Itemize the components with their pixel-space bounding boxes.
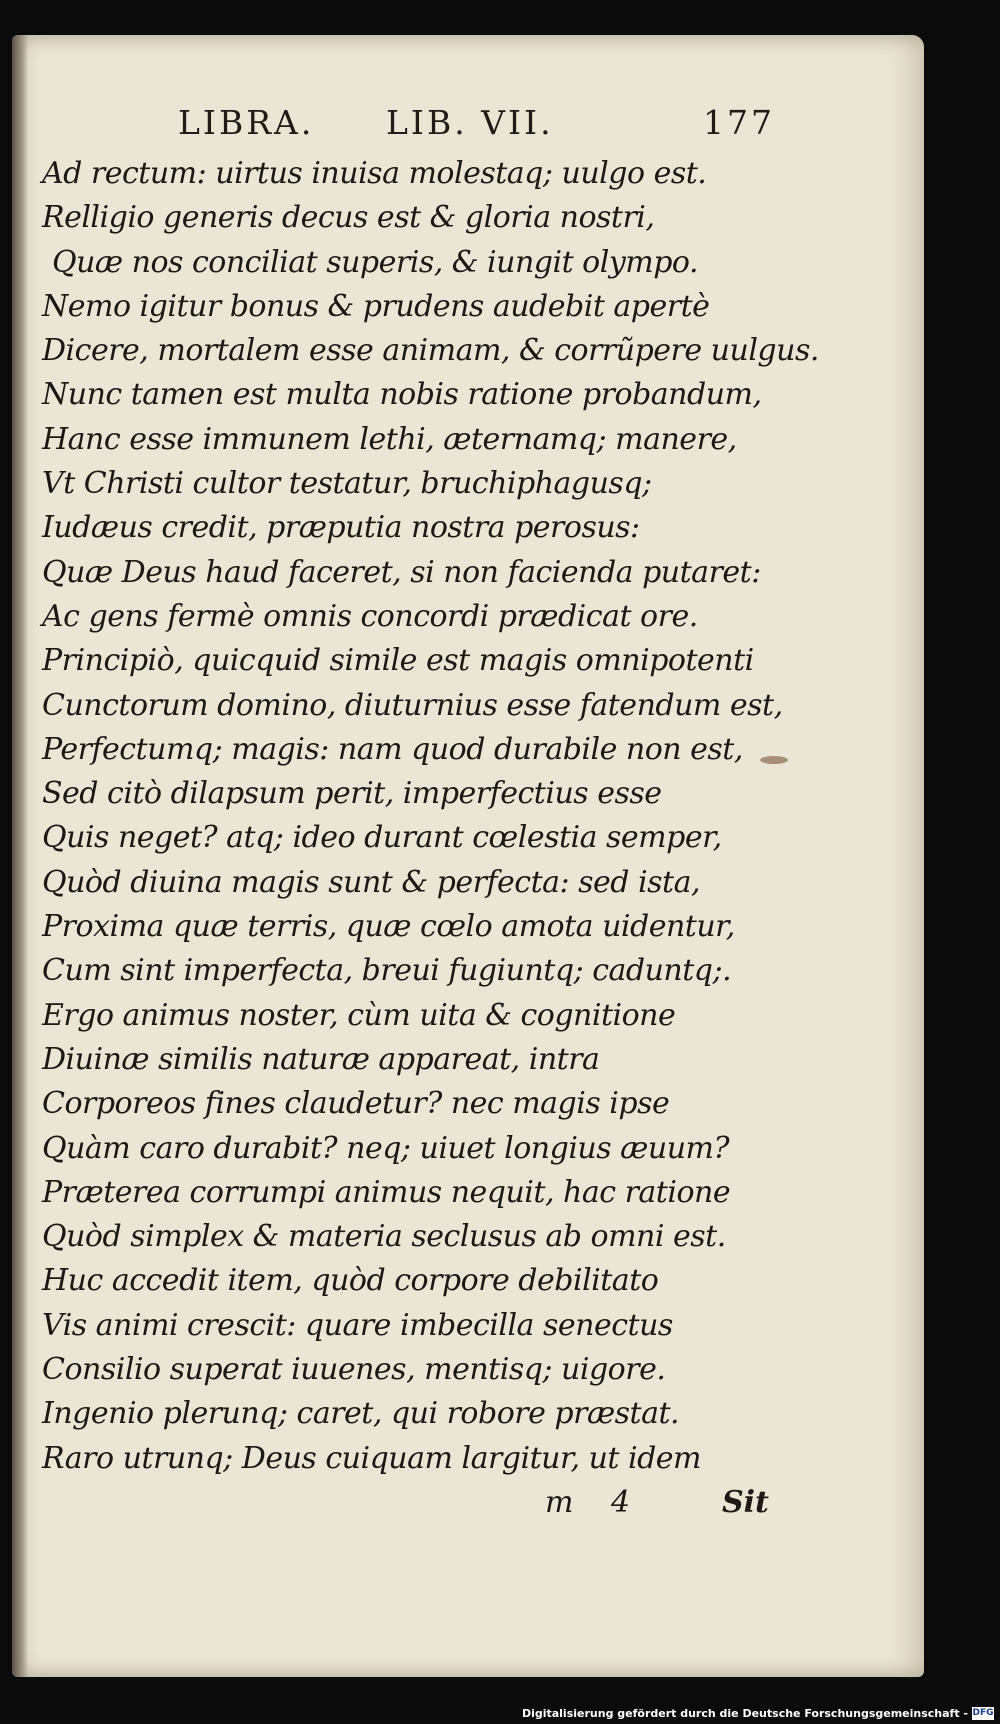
verse-line: Principiò, quicquid simile est magis omnipotenti: [42, 643, 754, 679]
verse-line: Iudæus credit, præputia nostra perosus:: [42, 510, 640, 546]
verse-line: Raro utrunq; Deus cuiquam largitur, ut idem: [42, 1440, 702, 1476]
verse-line: Consilio superat iuuenes, mentisq; uigore.: [42, 1352, 666, 1388]
verse-line: Sed citò dilapsum perit, imperfectius esse: [42, 776, 662, 812]
signature-mark: m 4: [545, 1485, 645, 1520]
book-number: LIB. VII.: [386, 103, 554, 142]
funding-credit: Digitalisierung gefördert durch die Deutsche Forschungsgemeinschaft -: [521, 1707, 968, 1720]
verse-line: Relligio generis decus est & gloria nostri,: [42, 200, 655, 236]
verse-line: Quæ nos conciliat superis, & iungit olympo.: [52, 244, 698, 280]
catchword: Sit: [722, 1485, 769, 1520]
verse-line: Quàm caro durabit? neq; uiuet longius æuum?: [42, 1130, 730, 1166]
running-title: LIBRA.: [178, 103, 315, 142]
verse-line: Cum sint imperfecta, breui fugiuntq; caduntq;.: [42, 953, 732, 989]
verse-line: Quis neget? atq; ideo durant cœlestia semper,: [42, 820, 722, 856]
verse-line: Ad rectum: uirtus inuisa molestaq; uulgo est.: [42, 156, 707, 191]
verse-line: Huc accedit item, quòd corpore debilitato: [42, 1263, 659, 1299]
verse-line: Diuinæ similis naturæ appareat, intra: [42, 1041, 600, 1077]
page-gutter: [12, 35, 28, 1677]
verse-line: Nemo igitur bonus & prudens audebit apertè: [42, 288, 710, 324]
dfg-logo-icon: DFG: [972, 1708, 994, 1718]
footer-bar: [0, 1700, 1000, 1724]
verse-text: [42, 152, 819, 1481]
verse-line: Ingenio plerunq; caret, qui robore præstat.: [42, 1396, 680, 1432]
verse-line: Cunctorum domino, diuturnius esse fatendum est,: [42, 687, 783, 723]
verse-line: Nunc tamen est multa nobis ratione probandum,: [42, 377, 762, 413]
verse-line: Corporeos fines claudetur? nec magis ipse: [42, 1086, 670, 1122]
page-number: 177: [703, 103, 775, 142]
verse-line: Ergo animus noster, cùm uita & cognitione: [42, 997, 676, 1033]
verse-line: Quæ Deus haud faceret, si non facienda putaret:: [42, 554, 761, 590]
verse-line: Vis animi crescit: quare imbecilla senectus: [42, 1307, 673, 1343]
running-head: [178, 103, 778, 153]
verse-line: Hanc esse immunem lethi, æternamq; manere,: [42, 421, 737, 457]
verse-line: Quòd simplex & materia seclusus ab omni est.: [42, 1219, 726, 1255]
verse-line: Dicere, mortalem esse animam, & corrũpere uulgus.: [42, 333, 819, 369]
verse-line: Perfectumq; magis: nam quod durabile non est,: [42, 731, 743, 767]
verse-line: Ac gens fermè omnis concordi prædicat ore.: [42, 598, 698, 634]
verse-line: Præterea corrumpi animus nequit, hac ratione: [42, 1174, 731, 1210]
verse-line: Quòd diuina magis sunt & perfecta: sed ista,: [42, 864, 701, 900]
verse-line: Vt Christi cultor testatur, bruchiphagusq;: [42, 466, 652, 502]
verse-line: Proxima quæ terris, quæ cœlo amota uidentur,: [42, 909, 735, 945]
